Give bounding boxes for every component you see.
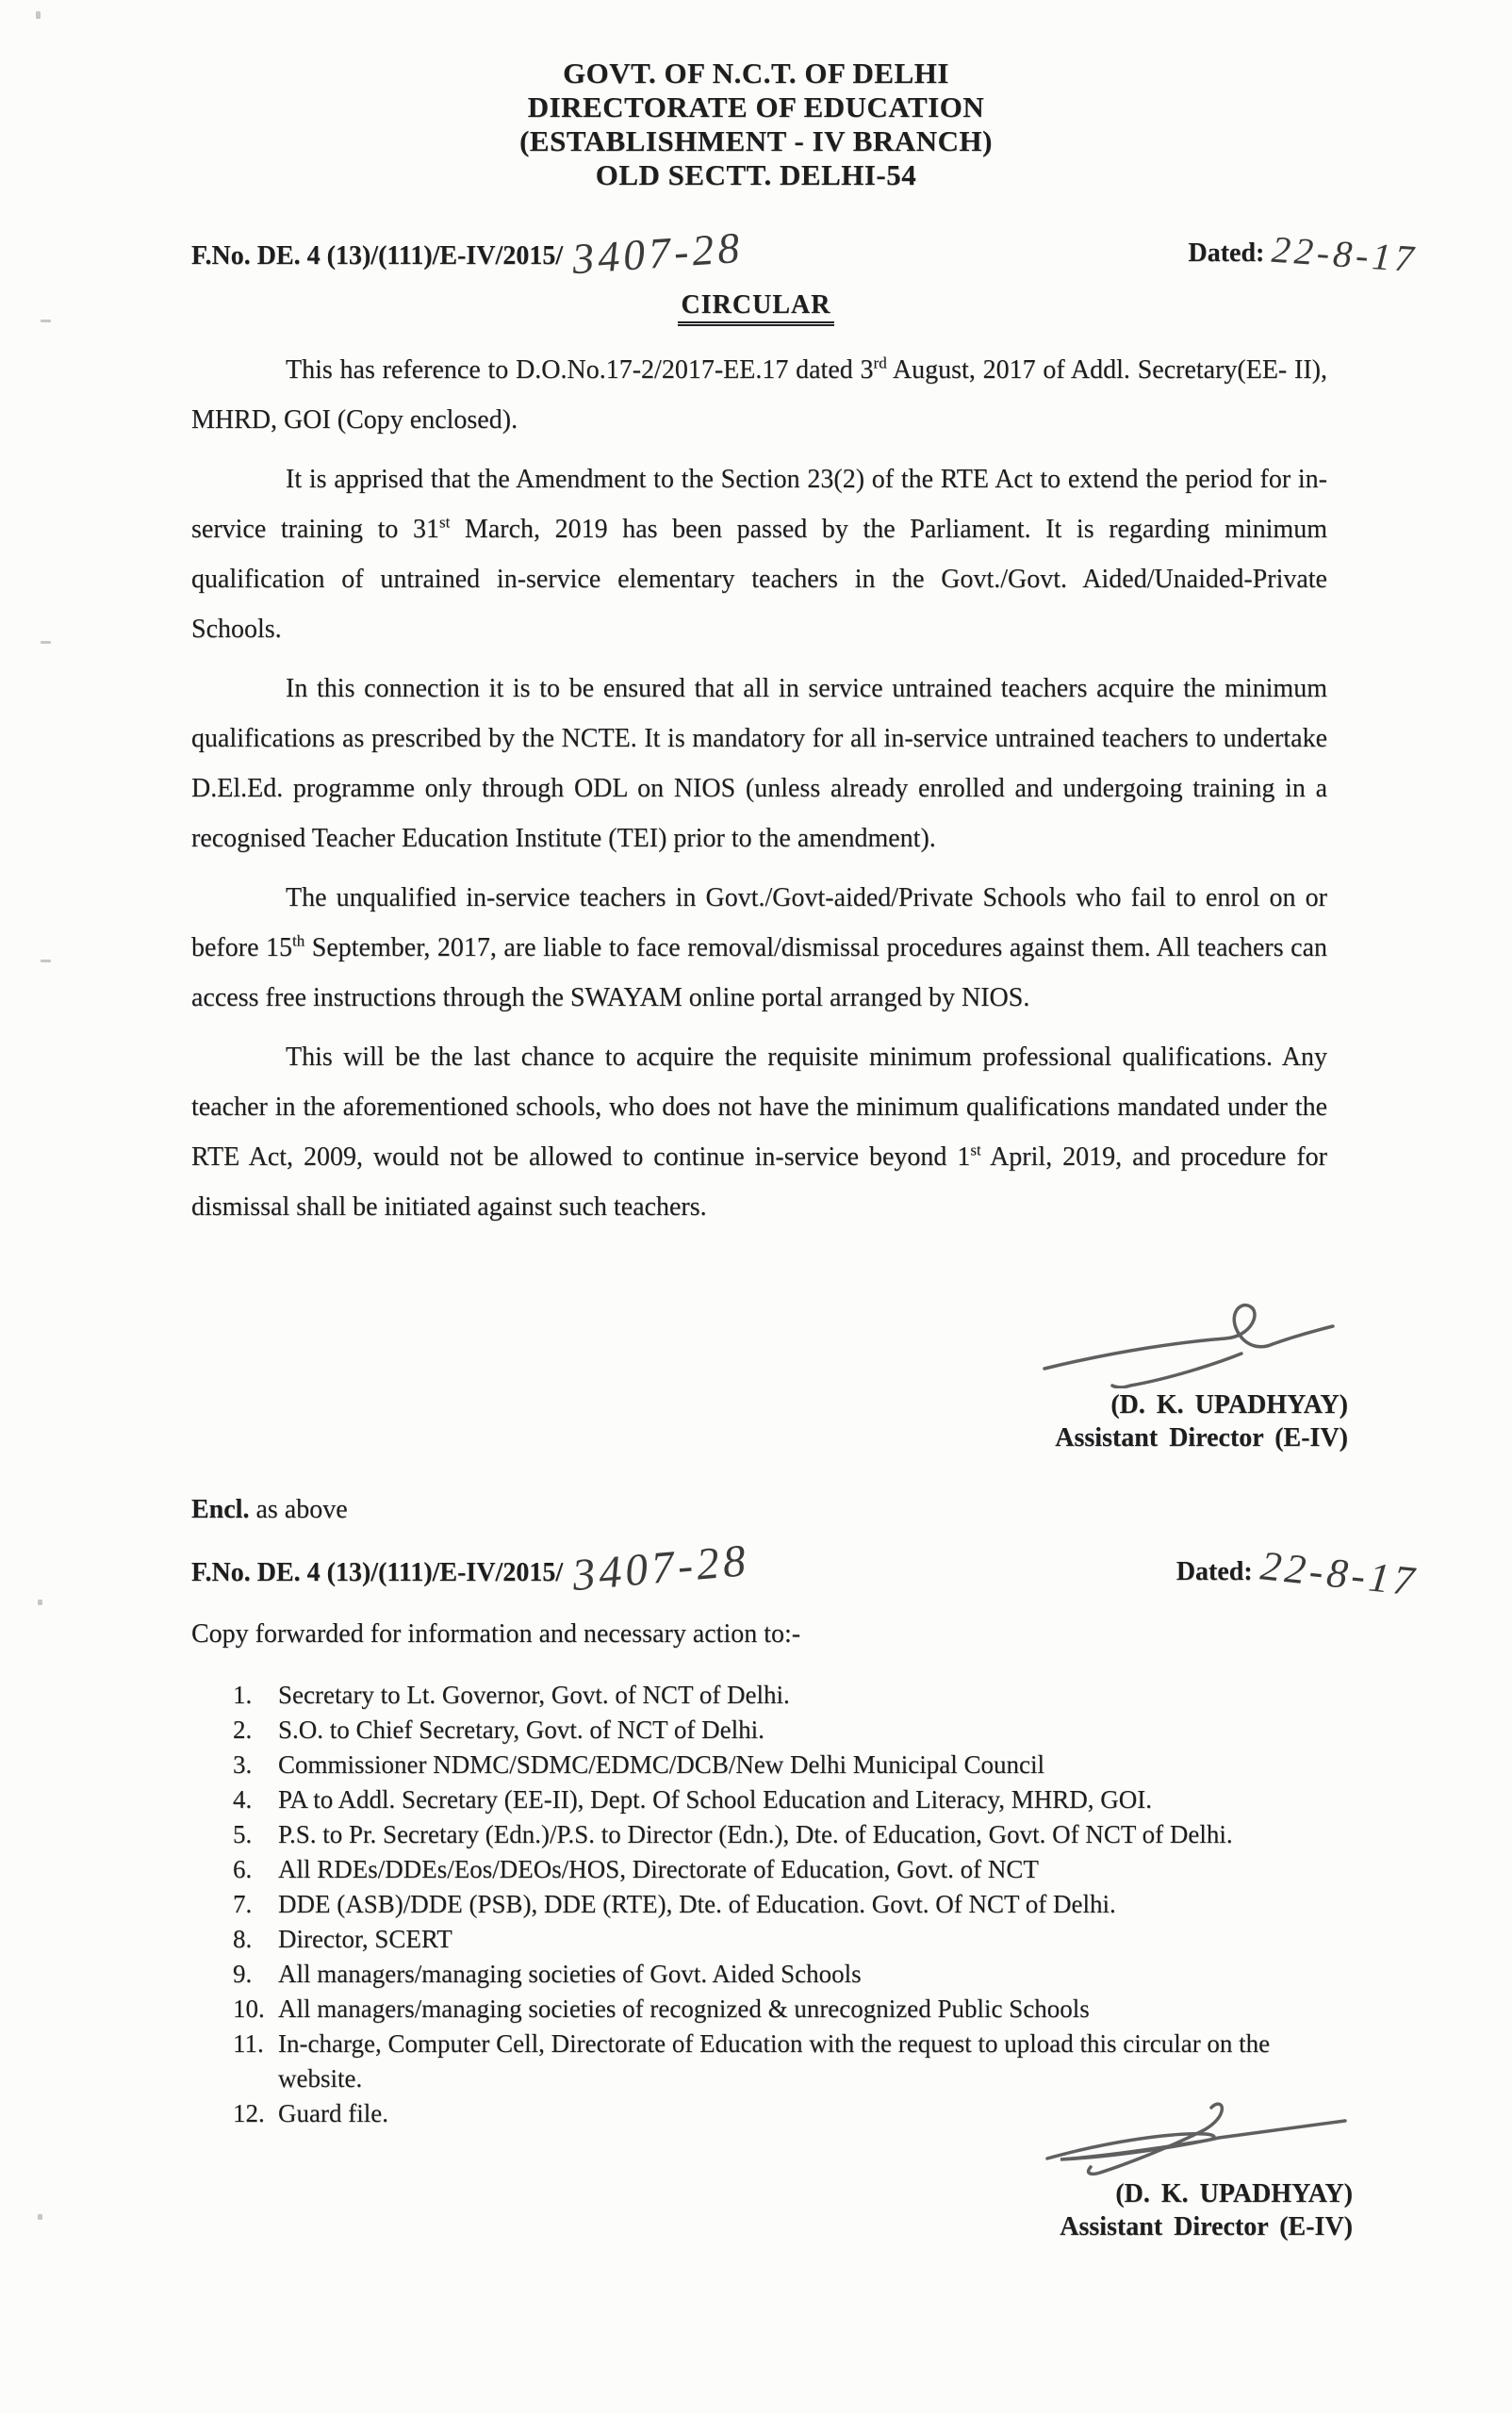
paragraph-2-text: It is apprised that the Amendment to the Section 23(2) of the RTE Act to extend the period for in-service training to 31 <box>191 465 1327 544</box>
list-item-text: All managers/managing societies of recognized & unrecognized Public Schools <box>278 1994 1090 2023</box>
list-item-text: P.S. to Pr. Secretary (Edn.)/P.S. to Director (Edn.), Dte. of Education, Govt. Of NCT of Delhi. <box>278 1820 1233 1848</box>
file-number-handwritten: 3407-28 <box>570 222 745 284</box>
list-item-text: Director, SCERT <box>278 1925 452 1953</box>
list-item <box>233 1887 1350 1922</box>
paragraph-4-text: The unqualified in-service teachers in Govt./Govt-aided/Private Schools who fail to enrol on or before 15 <box>191 883 1327 962</box>
list-item-text: DDE (ASB)/DDE (PSB), DDE (RTE), Dte. of Education. Govt. Of NCT of Delhi. <box>278 1890 1116 1918</box>
paragraph-5-ordinal: st <box>970 1141 981 1159</box>
file-number-bottom <box>191 1535 752 1601</box>
enclosure-note <box>191 1495 348 1525</box>
list-item-number: 1. <box>233 1681 253 1709</box>
file-number-handwritten-2: 3407-28 <box>570 1535 752 1601</box>
paragraph-2 <box>191 454 1327 654</box>
list-item-number: 10. <box>233 1994 265 2023</box>
list-item <box>233 1922 1350 1957</box>
letterhead-line-1: GOVT. OF N.C.T. OF DELHI <box>563 57 949 90</box>
list-item <box>233 1817 1350 1852</box>
paragraph-2-ordinal: st <box>438 513 451 532</box>
list-item <box>233 1957 1350 1992</box>
list-item-text: Secretary to Lt. Governor, Govt. of NCT of Delhi. <box>278 1681 790 1709</box>
paragraph-1-text-cont: August, 2017 of Addl. Secretary(EE- II), MHRD, GOI (Copy enclosed). <box>191 355 1327 435</box>
dated-label: Dated: <box>1188 238 1265 268</box>
file-number-label-2: F.No. DE. 4 (13)/(111)/E-IV/2015/ <box>191 1558 564 1587</box>
reference-row-top <box>191 222 1420 284</box>
scan-artifact <box>36 11 41 19</box>
enclosure-text: as above <box>249 1495 348 1524</box>
list-item-number: 2. <box>233 1715 253 1744</box>
file-number-label: F.No. DE. 4 (13)/(111)/E-IV/2015/ <box>191 241 564 271</box>
list-item <box>233 1713 1350 1748</box>
signatory-title: Assistant Director (E-IV) <box>1055 1423 1348 1453</box>
letterhead-line-4: OLD SECTT. DELHI-54 <box>595 158 917 191</box>
circular-title-row <box>0 290 1512 326</box>
list-item <box>233 1748 1350 1782</box>
list-item-number: 6. <box>233 1855 253 1883</box>
list-item <box>233 1782 1350 1817</box>
list-item-number: 7. <box>233 1890 253 1918</box>
signatory-name: (D. K. UPADHYAY) <box>1115 2179 1353 2208</box>
letterhead-line-3: (ESTABLISHMENT - IV BRANCH) <box>519 124 993 157</box>
paragraph-3 <box>191 664 1327 863</box>
paragraph-1 <box>191 345 1327 445</box>
dated-handwritten-2: 22-8-17 <box>1257 1542 1421 1605</box>
list-item-text: PA to Addl. Secretary (EE-II), Dept. Of School Education and Literacy, MHRD, GOI. <box>278 1785 1153 1814</box>
paragraph-4 <box>191 873 1327 1023</box>
letterhead <box>0 57 1512 192</box>
list-item-number: 4. <box>233 1785 253 1814</box>
paragraph-4-ordinal: th <box>292 931 305 950</box>
list-item <box>233 1852 1350 1887</box>
scan-artifact <box>41 320 51 322</box>
list-item <box>233 1678 1350 1713</box>
list-item-number: 9. <box>233 1960 253 1988</box>
list-item <box>233 2027 1350 2096</box>
list-item-number: 12. <box>233 2099 265 2127</box>
paragraph-4-text-cont: September, 2017, are liable to face removal/dismissal procedures against them. All teachers can access free instructions through the SWAYAM online portal arranged by NIOS. <box>191 933 1327 1012</box>
paragraph-1-text: This has reference to D.O.No.17-2/2017-EE.17 dated 3 <box>286 355 874 385</box>
list-item-text: In-charge, Computer Cell, Directorate of Education with the request to upload this circular on the website. <box>278 2029 1271 2093</box>
paragraph-5-text: This will be the last chance to acquire the requisite minimum professional qualifications. Any teacher in the aforementioned schools, who does not have the minimum qualifications mandated under the RTE Act, 2009, would not be allowed to continue in-service beyond 1 <box>191 1042 1327 1172</box>
letterhead-line-2: DIRECTORATE OF EDUCATION <box>527 90 985 123</box>
paragraph-5 <box>191 1032 1327 1232</box>
paragraph-3-text: In this connection it is to be ensured that all in service untrained teachers acquire the minimum qualifications as prescribed by the NCTE. It is mandatory for all in-service untrained teachers to undertake D.El.Ed. programme only through ODL on NIOS (unless already enrolled and undergoing training in a recognised Teacher Education Institute (TEI) prior to the amendment). <box>191 674 1327 853</box>
dated-label-2: Dated: <box>1175 1557 1253 1586</box>
dated-bottom <box>1175 1542 1421 1605</box>
list-item-number: 11. <box>233 2029 264 2058</box>
file-number-top <box>191 222 745 284</box>
paragraph-2-text-cont: March, 2019 has been passed by the Parliament. It is regarding minimum qualification of untrained in-service elementary teachers in the Govt./Govt. Aided/Unaided-Private Schools. <box>191 515 1327 644</box>
signature-squiggle-icon <box>1032 2100 1353 2177</box>
dated-top <box>1188 226 1420 281</box>
enclosure-label: Encl. <box>191 1495 250 1524</box>
signature-block-bottom <box>994 2100 1353 2243</box>
dated-handwritten: 22-8-17 <box>1270 227 1420 281</box>
signatory-name: (D. K. UPADHYAY) <box>1110 1390 1348 1420</box>
scan-artifact <box>38 2214 42 2220</box>
body-text <box>191 345 1327 1241</box>
distribution-list <box>233 1678 1350 2131</box>
paragraph-1-ordinal: rd <box>873 353 887 372</box>
scan-artifact <box>41 960 51 962</box>
list-item-number: 3. <box>233 1750 253 1779</box>
list-item-text: Commissioner NDMC/SDMC/EDMC/DCB/New Delhi Municipal Council <box>278 1750 1045 1779</box>
paragraph-5-text-cont: April, 2019, and procedure for dismissal shall be initiated against such teachers. <box>191 1142 1327 1222</box>
list-item-text: S.O. to Chief Secretary, Govt. of NCT of Delhi. <box>278 1715 764 1744</box>
list-item-number: 8. <box>233 1925 253 1953</box>
list-item-text: All RDEs/DDEs/Eos/DEOs/HOS, Directorate of Education, Govt. of NCT <box>278 1855 1039 1883</box>
scan-artifact <box>41 641 51 644</box>
signature-squiggle-icon <box>1037 1299 1348 1388</box>
list-item <box>233 1992 1350 2027</box>
signatory-title: Assistant Director (E-IV) <box>1060 2212 1353 2241</box>
list-item-number: 5. <box>233 1820 253 1848</box>
circular-title: CIRCULAR <box>678 290 835 326</box>
reference-row-bottom <box>191 1535 1421 1605</box>
copy-forwarded-line: Copy forwarded for information and necessary action to:- <box>191 1619 801 1649</box>
signature-block-top <box>961 1299 1348 1454</box>
scan-artifact <box>38 1600 42 1605</box>
list-item-text: All managers/managing societies of Govt. Aided Schools <box>278 1960 862 1988</box>
list-item-text: Guard file. <box>278 2099 388 2127</box>
